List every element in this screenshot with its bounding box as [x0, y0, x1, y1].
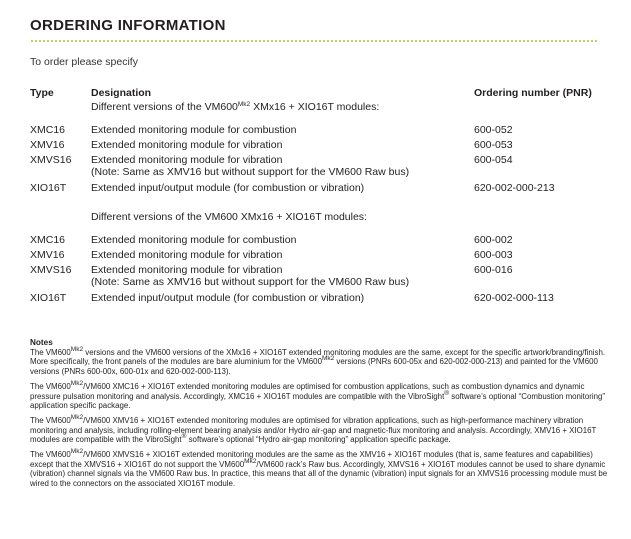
table-row-type: XMVS16: [30, 264, 72, 276]
table-row-pnr: 600-016: [474, 264, 513, 276]
table-row-designation: Extended monitoring module for vibration: [91, 139, 283, 151]
dotted-divider: [30, 40, 598, 42]
table-row-pnr: 600-054: [474, 154, 513, 166]
header-type: Type: [30, 87, 54, 99]
group2-caption: Different versions of the VM600 XMx16 + XIO16T modules:: [91, 211, 367, 223]
header-designation: Designation: [91, 87, 152, 99]
table-row-type: XMVS16: [30, 154, 72, 166]
table-row-designation: Extended input/output module (for combustion or vibration): [91, 292, 365, 304]
table-row-note: (Note: Same as XMV16 but without support for the VM600 Raw bus): [91, 276, 410, 288]
note-paragraph: The $VM600^{Mk2}$ versions and the VM600 versions of the XMx16 + XIO16T extended monitoring modules are the same, except for the specific artwork/branding/finish. More specifically, the front panels of the modules are bare aluminium for the $VM600^{Mk2}$ versions (PNRs 600-05x and 620-002-000-213) and painted for the VM600 versions (PNRs 600-00x, 600-01x and 620-002-000-113).: [30, 345, 606, 377]
notes-title: Notes: [30, 338, 53, 347]
table-row-type: XMV16: [30, 139, 65, 151]
table-row-designation: Extended monitoring module for vibration: [91, 264, 283, 276]
table-row-pnr: 600-052: [474, 124, 513, 136]
note-paragraph: The $VM600^{Mk2}/VM600$ XMVS16 + XIO16T extended monitoring modules are the same as the XMV16 + XIO16T modules (that is, same features and capabilities) except that the XMVS16 + XIO16T do not support the $VM600^{Mk2}/VM600$ rack’s Raw bus. Accordingly, XMVS16 + XIO16T modules cannot be used to share dynamic (vibration) channel signals via the VM600 Raw bus. In practice, this means that all of the dynamic (vibration) input signals for an XMVS16 processing module must be wired to the connectors on the associated XIO16T module.: [30, 448, 608, 489]
table-row-type: XMC16: [30, 234, 66, 246]
group1-caption: Different versions of the $VM600^{Mk2}$ XMx16 + XIO16T modules:: [91, 101, 380, 113]
table-row-pnr: 620-002-000-113: [474, 292, 554, 304]
section-title: ORDERING INFORMATION: [30, 17, 226, 34]
table-row-type: XIO16T: [30, 182, 67, 194]
table-row-note: (Note: Same as XMV16 but without support for the VM600 Raw bus): [91, 166, 410, 178]
table-row-pnr: 600-053: [474, 139, 513, 151]
table-row-designation: Extended input/output module (for combustion or vibration): [91, 182, 365, 194]
table-row-pnr: 600-003: [474, 249, 513, 261]
table-row-designation: Extended monitoring module for combustion: [91, 124, 297, 136]
table-row-type: XMC16: [30, 124, 66, 136]
header-pnr: Ordering number (PNR): [474, 87, 592, 99]
table-row-designation: Extended monitoring module for vibration: [91, 249, 283, 261]
note-paragraph: The $VM600^{Mk2}/VM600$ XMC16 + XIO16T extended monitoring modules are optimised for combustion applications, such as combustion dynamics and dynamic pressure pulsation monitoring and analysis. Accordingly, XMC16 + XIO16T modules are compatible with the VibroSight® software’s optional “Combustion monitoring” application specific package.: [30, 379, 606, 411]
table-row-type: XMV16: [30, 249, 65, 261]
table-row-designation: Extended monitoring module for vibration: [91, 154, 283, 166]
table-row-type: XIO16T: [30, 292, 67, 304]
table-row-designation: Extended monitoring module for combustion: [91, 234, 297, 246]
table-row-pnr: 620-002-000-213: [474, 182, 555, 194]
note-paragraph: The $VM600^{Mk2}/VM600$ XMV16 + XIO16T extended monitoring modules are optimised for vibration applications, such as high-performance machinery vibration monitoring and analysis, including rolling-element bearing analysis and/or Hydro air-gap and magnetic-flux monitoring and analysis. Accordingly, XMV16 + XIO16T modules are compatible with the VibroSight® software’s optional “Hydro air-gap monitoring” application specific package.: [30, 413, 597, 445]
notes-section: [30, 338, 608, 494]
intro-text: To order please specify: [30, 56, 138, 68]
table-row-pnr: 600-002: [474, 234, 513, 246]
